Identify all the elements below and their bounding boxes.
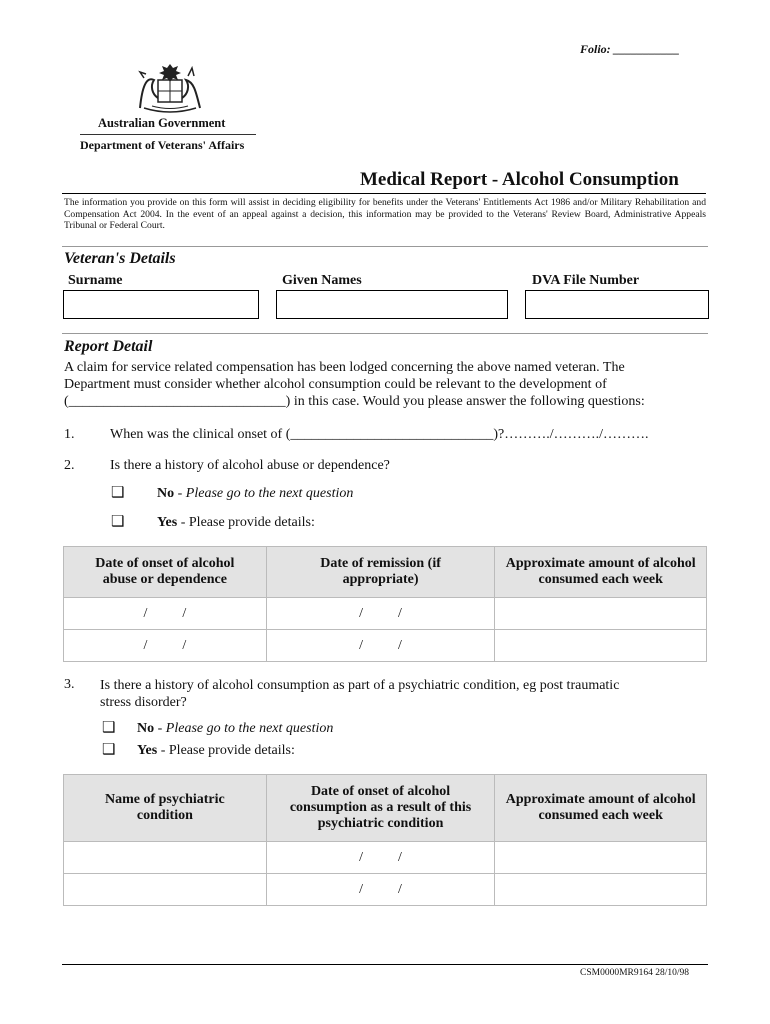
- q2-yes-option: [157, 515, 315, 531]
- col-amount-header: [495, 547, 707, 598]
- section-divider: [62, 333, 708, 334]
- question-3-line-1: Is there a history of alcohol consumption as part of a psychiatric condition, eg post traumatic: [100, 678, 620, 693]
- date-onset-cell[interactable]: [266, 842, 495, 874]
- form-code: CSM0000MR9164 28/10/98: [580, 968, 690, 978]
- section-divider: [62, 246, 708, 247]
- amount-cell[interactable]: [495, 630, 707, 662]
- date-slashes: / /: [143, 637, 187, 653]
- psychiatric-history-table: [63, 774, 707, 906]
- dva-file-number-label: DVA File Number: [532, 273, 640, 288]
- col-amount-header: [495, 775, 707, 842]
- condition-cell[interactable]: [64, 842, 267, 874]
- col-condition-text: Name of psychiatric condition: [104, 792, 225, 823]
- veteran-details-heading: Veteran's Details: [64, 250, 176, 267]
- q2-no-hint: - Please go to the next question: [174, 486, 354, 501]
- form-title: Medical Report - Alcohol Consumption: [360, 169, 679, 190]
- report-line-3: (_______________________________) in this case. Would you please answer the following questions:: [64, 394, 645, 409]
- table-row: [64, 630, 707, 662]
- condition-cell[interactable]: [64, 874, 267, 906]
- coat-of-arms-logo: [130, 58, 210, 116]
- footer-divider: [62, 964, 708, 965]
- col-amount-text: Approximate amount of alcohol consumed each week: [505, 556, 696, 587]
- surname-field[interactable]: [63, 290, 259, 319]
- question-1-text: When was the clinical onset of (_____________________________)?………./………./……….: [110, 427, 649, 442]
- date-onset-cell[interactable]: [266, 874, 495, 906]
- report-paragraph: [64, 359, 706, 410]
- report-detail-heading: Report Detail: [64, 338, 153, 355]
- department-name: Department of Veterans' Affairs: [80, 138, 245, 152]
- col-onset-psych-text: Date of onset of alcohol consumption as a result of this psychiatric condition: [289, 784, 472, 831]
- col-date-remission-text: Date of remission (if appropriate): [320, 556, 441, 587]
- question-2-text: Is there a history of alcohol abuse or dependence?: [110, 458, 390, 473]
- table-row: [64, 598, 707, 630]
- amount-cell[interactable]: [495, 874, 707, 906]
- q2-no-checkbox[interactable]: ❑: [111, 485, 125, 501]
- question-3-text: [100, 677, 619, 711]
- q3-yes-hint: - Please provide details:: [157, 743, 295, 758]
- date-remission-cell[interactable]: [266, 630, 495, 662]
- question-3-number: 3.: [64, 677, 75, 692]
- date-remission-cell[interactable]: [266, 598, 495, 630]
- amount-cell[interactable]: [495, 598, 707, 630]
- q3-no-checkbox[interactable]: ❑: [102, 720, 116, 736]
- question-3-line-2: stress disorder?: [100, 695, 187, 710]
- q3-yes-checkbox[interactable]: ❑: [102, 742, 116, 758]
- dva-file-number-field[interactable]: [525, 290, 709, 319]
- question-2-number: 2.: [64, 458, 75, 473]
- q2-yes-hint: - Please provide details:: [177, 515, 315, 530]
- government-name: Australian Government: [98, 116, 226, 130]
- q3-no-option: [137, 721, 333, 737]
- table-row: [64, 842, 707, 874]
- report-line-1: A claim for service related compensation has been lodged concerning the above named veteran. The: [64, 360, 625, 375]
- col-onset-psych-header: [266, 775, 495, 842]
- given-names-label: Given Names: [282, 273, 362, 288]
- date-slashes: / /: [359, 605, 402, 621]
- col-date-remission-header: [266, 547, 495, 598]
- date-slashes: / /: [359, 881, 402, 897]
- q3-yes-option: [137, 743, 295, 759]
- q2-no-label: No: [157, 486, 175, 501]
- given-names-field[interactable]: [276, 290, 508, 319]
- amount-cell[interactable]: [495, 842, 707, 874]
- q2-no-option: [157, 486, 353, 502]
- header-divider: [80, 134, 256, 135]
- date-slashes: / /: [143, 605, 187, 621]
- intro-text: The information you provide on this form will assist in deciding eligibility for benefits under the Veterans' Entitlements Act 1986 and/or Military Rehabilitation and Compensation Act 2004. In the event of an appeal against a decision, this information may be provided to the Veterans' Review Board, Administrative Appeals Tribunal or Federal Court.: [64, 197, 706, 231]
- question-1-number: 1.: [64, 427, 75, 442]
- date-onset-cell[interactable]: [64, 630, 267, 662]
- surname-label: Surname: [68, 273, 123, 288]
- col-condition-header: [64, 775, 267, 842]
- col-amount-text: Approximate amount of alcohol consumed each week: [505, 792, 696, 823]
- title-divider: [62, 193, 706, 194]
- alcohol-history-table: [63, 546, 707, 662]
- date-slashes: / /: [359, 637, 402, 653]
- table-row: [64, 874, 707, 906]
- q2-yes-label: Yes: [157, 515, 178, 530]
- date-onset-cell[interactable]: [64, 598, 267, 630]
- q2-yes-checkbox[interactable]: ❑: [111, 514, 125, 530]
- folio-label: Folio: ___________: [580, 42, 680, 56]
- col-date-onset-header: [64, 547, 267, 598]
- date-slashes: / /: [359, 849, 402, 865]
- col-date-onset-text: Date of onset of alcohol abuse or dependence: [95, 556, 235, 587]
- q3-no-hint: - Please go to the next question: [154, 721, 334, 736]
- q3-yes-label: Yes: [137, 743, 158, 758]
- q3-no-label: No: [137, 721, 155, 736]
- report-line-2: Department must consider whether alcohol consumption could be relevant to the development of: [64, 377, 607, 392]
